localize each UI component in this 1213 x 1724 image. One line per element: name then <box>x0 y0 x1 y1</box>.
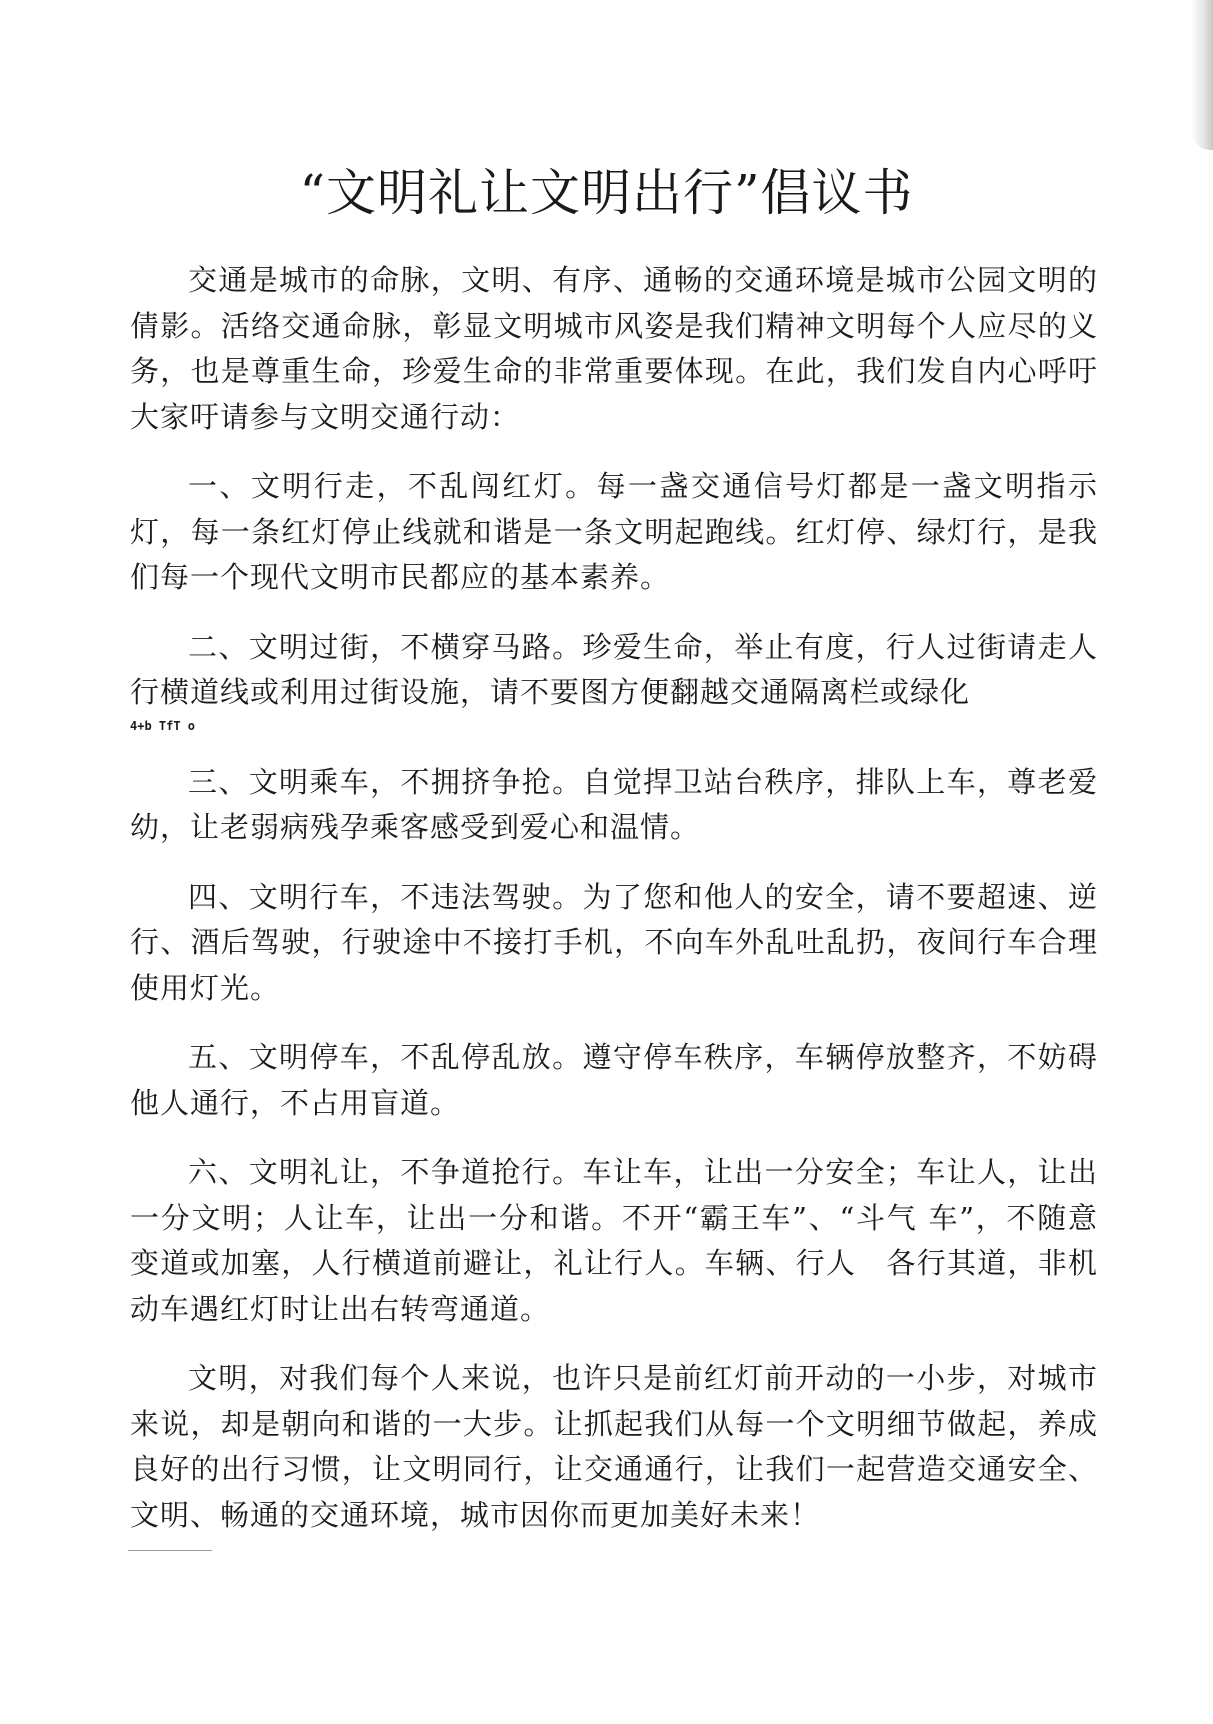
paragraph-intro: 交通是城市的命脉，文明、有序、通畅的交通环境是城市公园文明的倩影。活络交通命脉，彰显文明城市风姿是我们精神文明每个人应尽的义务，也是尊重生命，珍爱生命的非常重要体现。在此，我们发自内心呼吁大家吁请参与文明交通行动： <box>130 263 1098 434</box>
paragraph-4-driving: 四、文明行车，不违法驾驶。为了您和他人的安全，请不要超速、逆行、酒后驾驶，行驶途中不接打手机，不向车外乱吐乱扔，夜间行车合理使用灯光。 <box>130 879 1098 1005</box>
paragraph-conclusion: 文明，对我们每个人来说，也许只是前红灯前开动的一小步，对城市来说，却是朝向和谐的一大步。让抓起我们从每一个文明细节做起，养成良好的出行习惯，让文明同行，让交通通行，让我们一起营造交通安全、文明、畅通的交通环境，城市因你而更加美好未来！ <box>130 1361 1098 1532</box>
document-title: “文明礼让文明出行”倡议书 <box>299 164 914 222</box>
footnote-divider <box>128 1550 212 1551</box>
paragraph-3-riding: 三、文明乘车，不拥挤争抢。自觉捍卫站台秩序，排队上车，尊老爱幼，让老弱病残孕乘客感受到爱心和温情。 <box>130 764 1098 844</box>
paragraph-1-walking: 一、文明行走，不乱闯红灯。每一盏交通信号灯都是一盏文明指示灯，每一条红灯停止线就和谐是一条文明起跑线。红灯停、绿灯行，是我们每一个现代文明市民都应的基本素养。 <box>130 469 1098 594</box>
paragraph-5-parking: 五、文明停车，不乱停乱放。遵守停车秩序，车辆停放整齐，不妨碍他人通行，不占用盲道。 <box>130 1040 1098 1120</box>
paragraph-2-text: 二、文明过街，不横穿马路。珍爱生命，举止有度，行人过街请走人行横道线或利用过街设施，请不要图方便翻越交通隔离栏或绿化 <box>130 629 1098 709</box>
paragraph-2-crossing <box>130 625 1098 736</box>
garbled-text-line: 4+b TfT o <box>130 718 196 733</box>
page-edge-shadow <box>1191 0 1213 150</box>
paragraph-6-courtesy: 六、文明礼让，不争道抢行。车让车，让出一分安全；车让人，让出一分文明；人让车，让出一分和谐。不开“霸王车”、“斗气 车”，不随意变道或加塞，人行横道前避让，礼让行人。车辆、行人 各行其道，非机动车遇红灯时让出右转弯通道。 <box>130 1155 1098 1326</box>
document-body <box>130 258 1098 1562</box>
